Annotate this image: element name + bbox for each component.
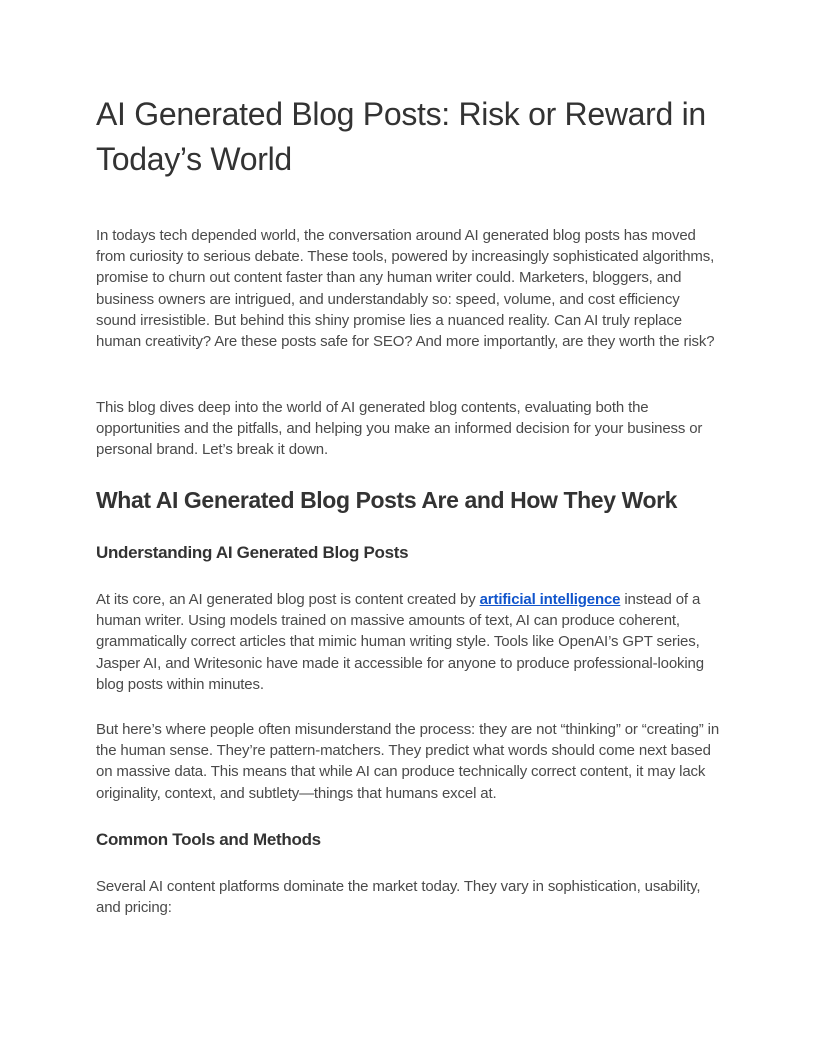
subsection-heading-common-tools: Common Tools and Methods [96, 830, 321, 849]
section-heading-how-ai-works: What AI Generated Blog Posts Are and How They Work [96, 487, 678, 513]
paragraph-text-after-link: instead of a human writer. Using models trained on massive amounts of text, AI can produce coherent, grammatically correct articles that mimic human writing style. Tools like OpenAI’s GPT series, Jasper AI, and Writesonic have made it accessible for anyone to produce professional-looking blog posts within minutes. [96, 591, 704, 693]
subsection-heading-understanding: Understanding AI Generated Blog Posts [96, 543, 409, 562]
intro-paragraph-2: This blog dives deep into the world of AI generated blog contents, evaluating both the opportunities and the pitfalls, and helping you make an informed decision for your business or personal brand. Let’s break it down. [96, 399, 703, 459]
intro-paragraph-1: In todays tech depended world, the conversation around AI generated blog posts has moved from curiosity to serious debate. These tools, powered by increasingly sophisticated algorithms, promise to churn out content faster than any human writer could. Marketers, bloggers, and business owners are intrigued, and understandably so: speed, volume, and cost efficiency sound irresistible. But behind this shiny promise lies a nuanced reality. Can AI truly replace human creativity? Are these posts safe for SEO? And more importantly, are they worth the risk? [96, 227, 715, 351]
document-title: AI Generated Blog Posts: Risk or Reward in Today’s World [96, 96, 706, 177]
paragraph-text-before-link: At its core, an AI generated blog post is content created by [96, 591, 480, 608]
understanding-paragraph-1 [96, 589, 720, 695]
artificial-intelligence-link[interactable]: artificial intelligence [479, 591, 621, 608]
common-tools-paragraph-1: Several AI content platforms dominate the market today. They vary in sophistication, usability, and pricing: [96, 878, 701, 917]
understanding-paragraph-2: But here’s where people often misunderstand the process: they are not “thinking” or “creating” in the human sense. They’re pattern-matchers. They predict what words should come next based on massive data. This means that while AI can produce technically correct content, it may lack originality, context, and subtlety—things that humans excel at. [96, 721, 720, 802]
